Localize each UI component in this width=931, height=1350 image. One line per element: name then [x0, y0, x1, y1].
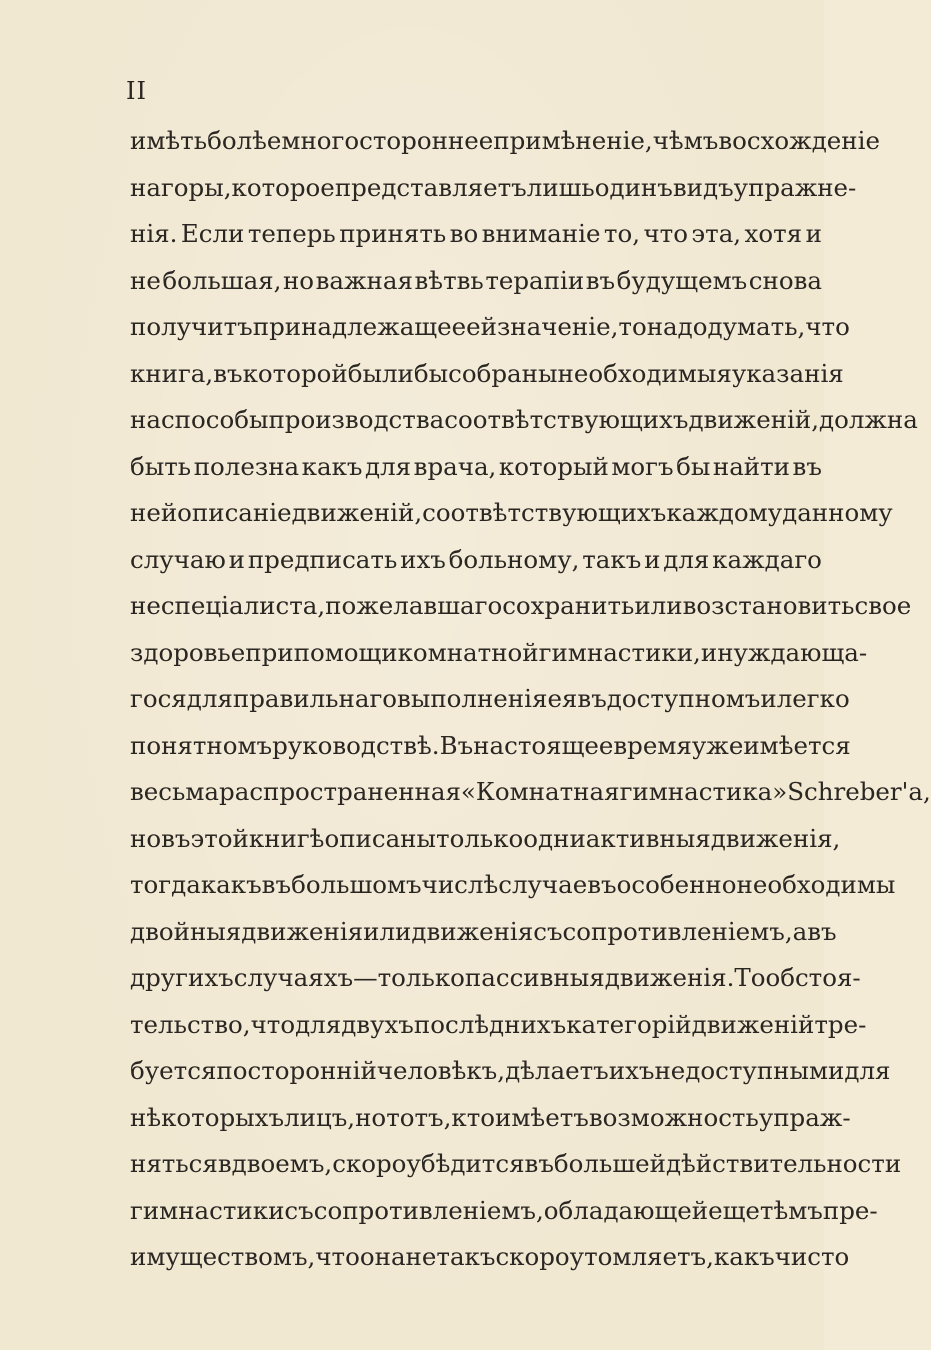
text-line: ней описаніе движеній, соотвѣтствующихъ каждому данному	[130, 498, 893, 527]
text-line: тельство, что для двухъ послѣднихъ категорій движеній тре-	[130, 1009, 867, 1039]
text-line: понятномъ руководствѣ. Въ настоящее время уже имѣется	[130, 730, 851, 760]
text-line: книга, въ которой были бы собраны необходимыя указанія	[130, 358, 844, 388]
text-line: няться вдвоемъ, скоро убѣдится въ большей дѣйствительности	[130, 1149, 902, 1178]
text-line: но въ этой книгѣ описаны только одни активныя движенія,	[130, 823, 841, 853]
text-line: буется посторонній человѣкъ, дѣлаетъ ихъ недоступными для	[130, 1056, 891, 1085]
text-line: на горы, которое представляетъ лишь одинъ видъ упражне-	[130, 172, 857, 202]
text-line: гимнастики съ сопротивленіемъ, обладающей еще тѣмъ пре-	[130, 1195, 878, 1225]
page-number: II	[126, 77, 147, 105]
text-line: неспеціалиста, пожелавшаго сохранить или возстановить свое	[130, 591, 912, 620]
text-line: быть полезна какъ для врача, который могъ бы найти въ	[130, 451, 822, 481]
text-line: нѣкоторыхъ лицъ, но тотъ, кто имѣетъ возможность упраж-	[130, 1102, 851, 1132]
body-text	[130, 118, 931, 1281]
text-line: гося для правильнаго выполненія ея въ доступномъ и легко	[130, 684, 850, 713]
text-line: имуществомъ, что она не такъ скоро утомляетъ, какъ чисто	[130, 1242, 850, 1271]
text-line: здоровье при помощи комнатной гимнастики, и нуждающа-	[130, 637, 868, 667]
text-line: тогда какъ въ большомъ числѣ случаевъ особенно необходимы	[130, 870, 896, 899]
text-line: весьма распространенная «Комнатная гимнастика» Schreber'а,	[130, 777, 931, 806]
text-line: не большая, но важная вѣтвь терапіи въ будущемъ снова	[130, 265, 822, 295]
text-line: получитъ принадлежащее ей значеніе, то надо думать, что	[130, 312, 850, 341]
text-line: двойныя движенія или движенія съ сопротивленіемъ, а въ	[130, 916, 837, 946]
text-line: другихъ случаяхъ—только пассивныя движенія. То обстоя-	[130, 963, 861, 992]
text-line: случаю и предписать ихъ больному, такъ и для каждаго	[130, 544, 822, 574]
text-line: имѣть болѣе многостороннее примѣненіе, чѣмъ восхожденіе	[130, 126, 880, 155]
text-line: на способы производства соотвѣтствующихъ движеній, должна	[130, 405, 918, 434]
text-line: нія. Если теперь принять во вниманіе то, что эта, хотя и	[130, 219, 822, 248]
